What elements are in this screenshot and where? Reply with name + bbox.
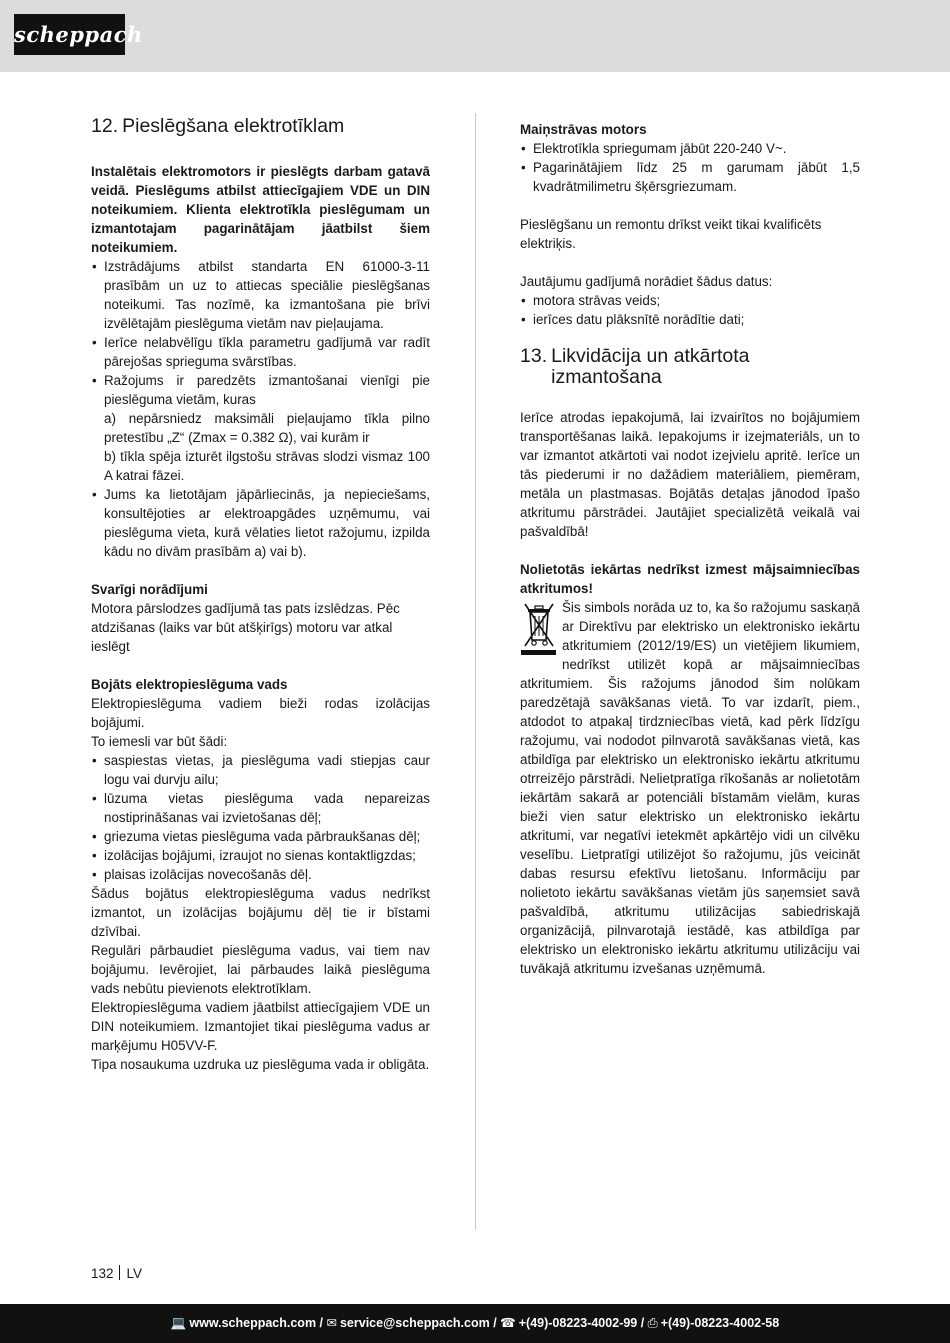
list-item: • Pagarinātājiem līdz 25 m garumam jābūt 1,5 kvadrātmilimetru šķērsgriezumam. [520,158,860,196]
condition-b: b) tīkla spēja izturēt ilgstošu strāvas slodzi vismaz 100 A katrai fāzei. [104,449,430,483]
cable-text: Elektropieslēguma vadiem bieži rodas izolācijas bojājumi. [91,696,430,730]
list-item: • Jums ka lietotājam jāpārliecinās, ja nepieciešams, konsultējoties ar elektroapgādes uzņēmumu, vai pieslēguma vieta, kurā vēlaties lietot ražojumu, izpilda kādu no divām prasībām a) vai b). [91,485,430,561]
list-item: • lūzuma vietas pieslēguma vada nepareizas nostiprināšanas vai izvietošanas dēļ; [91,789,430,827]
footer-website[interactable]: www.scheppach.com [189,1316,317,1330]
cable-text: Elektropieslēguma vadiem jāatbilst attiecīgajiem VDE un DIN noteikumiem. Izmantojiet tikai pieslēguma vadus ar marķējumu H05VV-F. [91,1000,430,1053]
footer-separator: / [316,1316,327,1330]
footer-separator: / [489,1316,501,1330]
list-item: • plaisas izolācijas novecošanās dēļ. [91,865,430,884]
ac-motor-text: Jautājumu gadījumā norādiet šādus datus: [520,274,773,289]
page-footer [0,1304,950,1343]
footer-phone: +(49)-08223-4002-99 [518,1316,638,1330]
list-item: • Elektrotīkla spriegumam jābūt 220-240 V~. [520,139,860,158]
ac-motor-list [520,139,860,196]
notes-text: Motora pārslodzes gadījumā tas pats izslēdzas. Pēc atdzišanas (laiks var būt atšķirīgs) motoru var atkal ieslēgt [91,601,400,654]
list-item: • Izstrādājums atbilst standarta EN 61000-3-11 prasībām un uz to attiecas speciālie pieslēgšanas noteikumi. Tas nozīmē, ka izmantošana pie brīvi izvēlētajām pieslēguma vietām nav pieļaujama. [91,257,430,333]
email-icon: ✉ [326,1316,337,1330]
computer-icon: 💻 [170,1316,187,1330]
page-number-value: 132 [91,1266,114,1281]
crossed-bin-icon [520,598,558,656]
right-column [520,120,860,978]
list-item: • griezuma vietas pieslēguma vada pārbraukšanas dēļ; [91,827,430,846]
requirements-list [91,257,430,561]
cable-heading: Bojāts elektropieslēguma vads [91,677,288,692]
list-item: • izolācijas bojājumi, izraujot no sienas kontaktligzdas; [91,846,430,865]
footer-fax: +(49)-08223-4002-58 [660,1316,780,1330]
weee-heading: Nolietotās iekārtas nedrīkst izmest mājsaimniecības atkritumos! [520,562,860,596]
list-item: • motora strāvas veids; [520,291,860,310]
footer-separator: / [637,1316,648,1330]
page-number [91,1265,142,1283]
notes-heading: Svarīgi norādījumi [91,582,208,597]
column-divider [475,113,476,1230]
section-13-title: Likvidācija un atkārtota izmantošana [551,345,750,388]
ac-motor-text: Pieslēgšanu un remontu drīkst veikt tikai kvalificēts elektriķis. [520,217,822,251]
footer-email[interactable]: service@scheppach.com [339,1316,490,1330]
disposal-text: Ierīce atrodas iepakojumā, lai izvairītos no bojājumiem transportēšanas laikā. Iepakojums ir izejmateriāls, un to var izmantot atkārtoti vai nodot izejvielu apritē. Ierīce un tās piederumi ir no dažādiem materiāliem, piemēram, metāla un plastmasas. Bojātās detaļas jānodod īpašo atkritumu pārstrādei. Jautājiet specializētā veikalā vai pašvaldībā! [520,410,860,539]
required-data-list [520,291,860,329]
section-12-number: 12. [91,115,119,137]
cable-text: Šādus bojātus elektropieslēguma vadus nedrīkst izmantot, un izolācijas bojājumu dēļ tie ir bīstami dzīvībai. [91,886,430,939]
list-item: • ierīces datu plāksnītē norādītie dati; [520,310,860,329]
condition-a: a) nepārsniedz maksimāli pieļaujamo tīkla pilno pretestību „Z“ (Zmax = 0.382 Ω), vai kurām ir [104,411,430,445]
intro-paragraph: Instalētais elektromotors ir pieslēgts darbam gatavā veidā. Pieslēgums atbilst attiecīgajiem VDE un DIN noteikumiem. Klienta elektrotīkla pieslēgumam un izmantotajam pagarinātājam jāatbilst šiem noteikumiem. [91,164,430,255]
cable-text: To iemesli var būt šādi: [91,734,228,749]
section-12-heading [91,116,430,137]
list-item [91,371,430,485]
section-12-title: Pieslēgšana elektrotīklam [122,115,345,137]
phone-icon: ☎ [500,1316,516,1330]
weee-block [520,598,860,978]
fax-icon: ⎙ [647,1316,658,1330]
weee-text: Šis simbols norāda uz to, ka šo ražojumu saskaņā ar Direktīvu par elektrisko un elektronisko iekārtu atkritumiem (2012/19/ES) un vietējiem likumiem, nedrīkst utilizēt kopā ar mājsaimniecības atkritumiem. Šis ražojums jānodod šim nolūkam paredzētajā savākšanas vietā. To var izdarīt, piem., atdodot to atpakaļ tirdzniecības vietā, kad pērk līdzīgu ražojumu, vai nododot pilnvarotā savākšanas vietā, kas atbildīga par elektrisko un elektronisko iekārtu atkritumu otrreizējo pārstrādi. Nelietpratīga rīkošanās ar nolietotām iekārtām sakarā ar potenciāli bīstamām vielām, kuras bieži vien satur elektrisko un elektronisko iekārtu atkritumi, var negatīvi ietekmēt apkārtējo vidi un cilvēku veselību. Lietpratīgi utilizējot šo ražojumu, jūs veicināt dabas resursu efektīvu lietošanu. Informāciju par nolietoto iekārtu savākšanas vietām jūs saņemsiet savā pašvaldībā, atkritumu utilizācijas sabiedriskajā organizācijā, pilnvarotajā iestādē, kas atbildīga par elektrisko un elektronisko iekārtu atkritumu utilizāciju vai tuvākajā atkritumu izvešanas uzņēmumā. [520,600,860,976]
brand-logo: scheppach [14,14,125,55]
ac-motor-heading: Maiņstrāvas motors [520,122,647,137]
section-13-number: 13. [520,345,548,367]
cable-text: Tipa nosaukuma uzdruka uz pieslēguma vada ir obligāta. [91,1057,430,1072]
page-language: LV [126,1266,143,1281]
list-item: • saspiestas vietas, ja pieslēguma vadi stiepjas caur logu vai durvju ailu; [91,751,430,789]
section-13-heading [520,346,860,388]
damage-causes-list [91,751,430,884]
list-item: • Ierīce nelabvēlīgu tīkla parametru gadījumā var radīt pārejošas sprieguma svārstības. [91,333,430,371]
page-header [0,0,950,72]
left-column [91,116,430,1074]
list-item-text: Ražojums ir paredzēts izmantošanai vienīgi pie pieslēguma vietām, kuras [104,373,430,407]
cable-text: Regulāri pārbaudiet pieslēguma vadus, vai tiem nav bojājumu. Ievērojiet, lai pārbaudes laikā pieslēguma vads nebūtu pievienots elektrotīklam. [91,943,430,996]
